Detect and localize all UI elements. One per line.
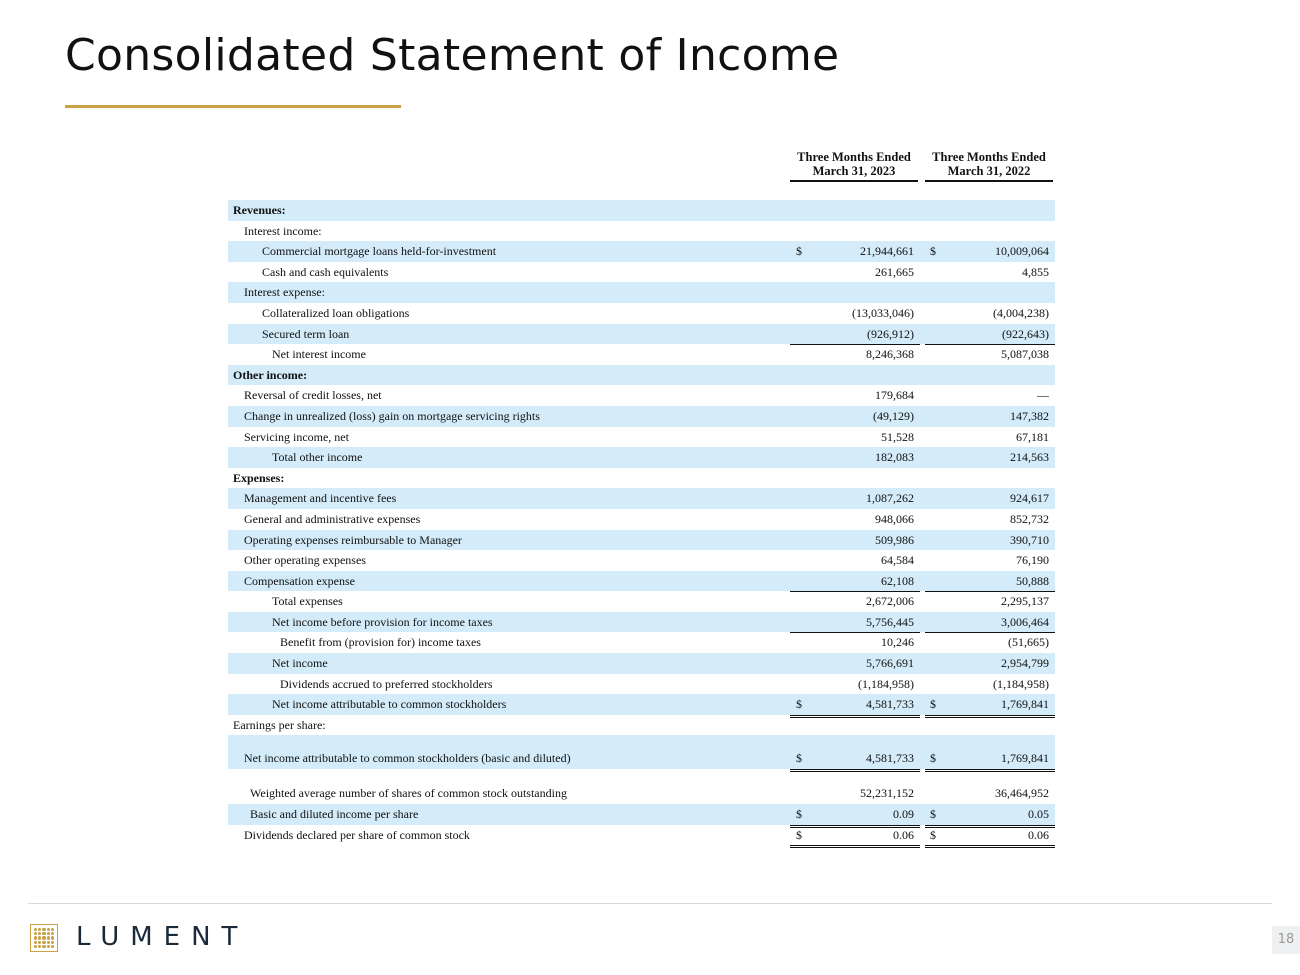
value-2022: 5,087,038	[1001, 347, 1049, 362]
row-label: Interest income:	[244, 223, 322, 238]
column-header-line: March 31, 2023	[812, 164, 896, 178]
income-statement-table	[228, 148, 1055, 845]
column-header-2022	[925, 150, 1053, 178]
currency-symbol: $	[930, 244, 936, 259]
table-row	[228, 241, 1055, 262]
table-row	[228, 385, 1055, 406]
table-row	[228, 365, 1055, 386]
value-2023: (926,912)	[867, 326, 914, 341]
footer-divider	[28, 903, 1272, 904]
row-label: Dividends declared per share of common stock	[244, 827, 470, 842]
table-row	[228, 406, 1055, 427]
table-row	[228, 468, 1055, 489]
row-label: Net income before provision for income taxes	[272, 614, 493, 629]
row-label: Dividends accrued to preferred stockholders	[280, 676, 493, 691]
row-label: Net income	[272, 656, 328, 671]
value-2022: 10,009,064	[995, 244, 1049, 259]
table-row	[228, 783, 1055, 804]
column-header-line: March 31, 2022	[947, 164, 1031, 178]
table-row	[228, 488, 1055, 509]
value-2022: 852,732	[1010, 511, 1049, 526]
value-2022: 50,888	[1016, 573, 1049, 588]
table-row	[228, 825, 1055, 846]
table-row	[228, 509, 1055, 530]
table-row	[228, 674, 1055, 695]
value-2023: (49,129)	[873, 408, 914, 423]
table-row	[228, 427, 1055, 448]
row-label: Basic and diluted income per share	[250, 807, 419, 822]
value-2023: 4,581,733	[866, 751, 914, 766]
table-row	[228, 632, 1055, 653]
table-row	[228, 694, 1055, 715]
row-label: Net income attributable to common stockholders (basic and diluted)	[244, 751, 571, 766]
table-row	[228, 303, 1055, 324]
row-spacer	[228, 769, 1055, 783]
value-2023: (13,033,046)	[852, 305, 914, 320]
table-row	[228, 591, 1055, 612]
currency-symbol: $	[796, 697, 802, 712]
value-2022: 1,769,841	[1001, 697, 1049, 712]
table-row	[228, 344, 1055, 365]
value-2022: 0.05	[1028, 807, 1049, 822]
page-title: Consolidated Statement of Income	[65, 30, 840, 81]
table-row	[228, 282, 1055, 303]
value-2022: —	[1037, 388, 1049, 403]
value-2023: 4,581,733	[866, 697, 914, 712]
value-2022: 2,954,799	[1001, 656, 1049, 671]
value-2023: 1,087,262	[866, 491, 914, 506]
value-2022: (4,004,238)	[993, 305, 1049, 320]
table-row	[228, 447, 1055, 468]
value-2023: 5,756,445	[866, 614, 914, 629]
row-label: Net income attributable to common stockholders	[272, 697, 507, 712]
currency-symbol: $	[930, 697, 936, 712]
row-label: Collateralized loan obligations	[262, 305, 410, 320]
row-label: Operating expenses reimbursable to Manager	[244, 532, 462, 547]
table-header	[228, 148, 1055, 196]
currency-symbol: $	[796, 751, 802, 766]
lument-logo-icon	[30, 924, 58, 952]
table-row	[228, 221, 1055, 242]
row-label: Total expenses	[272, 594, 343, 609]
value-2022: 36,464,952	[995, 786, 1049, 801]
title-underline	[65, 105, 401, 108]
value-2022: 1,769,841	[1001, 751, 1049, 766]
row-label: Net interest income	[272, 347, 366, 362]
value-2022: 390,710	[1010, 532, 1049, 547]
table-row	[228, 612, 1055, 633]
table-row	[228, 571, 1055, 592]
row-label: Cash and cash equivalents	[262, 264, 389, 279]
value-2023: 948,066	[875, 511, 914, 526]
value-2023: 51,528	[881, 429, 914, 444]
row-label: Commercial mortgage loans held-for-investment	[262, 244, 497, 259]
row-label: Interest expense:	[244, 285, 325, 300]
column-header-line: Three Months Ended	[797, 150, 911, 164]
value-2022: 67,181	[1016, 429, 1049, 444]
row-label: Total other income	[272, 450, 363, 465]
table-row	[228, 530, 1055, 551]
value-2022: 147,382	[1010, 408, 1049, 423]
value-2022: 214,563	[1010, 450, 1049, 465]
value-2023: 21,944,661	[860, 244, 914, 259]
value-2022: 3,006,464	[1001, 614, 1049, 629]
row-label: Benefit from (provision for) income taxes	[280, 635, 481, 650]
table-row	[228, 324, 1055, 345]
value-2023: 62,108	[881, 573, 914, 588]
value-2022: 76,190	[1016, 553, 1049, 568]
currency-symbol: $	[930, 751, 936, 766]
value-2023: 261,665	[875, 264, 914, 279]
table-row	[228, 715, 1055, 736]
row-label: Expenses:	[233, 470, 285, 485]
table-row	[228, 200, 1055, 221]
value-2022: 4,855	[1022, 264, 1049, 279]
value-2022: (922,643)	[1002, 326, 1049, 341]
table-row	[228, 550, 1055, 571]
brand-wordmark: LUMENT	[76, 922, 249, 952]
statement-rows	[228, 200, 1055, 845]
value-2023: 10,246	[881, 635, 914, 650]
value-2023: 509,986	[875, 532, 914, 547]
value-2022: (51,665)	[1008, 635, 1049, 650]
currency-symbol: $	[930, 807, 936, 822]
column-header-line: Three Months Ended	[932, 150, 1046, 164]
value-2023: 52,231,152	[860, 786, 914, 801]
value-2022: 0.06	[1028, 827, 1049, 842]
row-label: Management and incentive fees	[244, 491, 397, 506]
row-label: Revenues:	[233, 203, 286, 217]
column-header-2023	[790, 150, 918, 178]
value-2023: (1,184,958)	[858, 676, 914, 691]
value-2023: 5,766,691	[866, 656, 914, 671]
value-2023: 8,246,368	[866, 347, 914, 362]
table-row	[228, 804, 1055, 825]
row-label: Other operating expenses	[244, 553, 366, 568]
value-2022: 2,295,137	[1001, 594, 1049, 609]
row-label: Secured term loan	[262, 326, 350, 341]
table-row	[228, 653, 1055, 674]
value-2022: 924,617	[1010, 491, 1049, 506]
row-label: Other income:	[233, 367, 308, 382]
currency-symbol: $	[796, 244, 802, 259]
value-2023: 0.06	[893, 827, 914, 842]
row-label: Reversal of credit losses, net	[244, 388, 382, 403]
value-2023: 64,584	[881, 553, 914, 568]
value-2023: 182,083	[875, 450, 914, 465]
table-row	[228, 262, 1055, 283]
page-number: 18	[1272, 926, 1300, 954]
currency-symbol: $	[796, 807, 802, 822]
row-label: General and administrative expenses	[244, 511, 421, 526]
value-2022: (1,184,958)	[993, 676, 1049, 691]
currency-symbol: $	[930, 827, 936, 842]
table-row	[228, 735, 1055, 769]
value-2023: 0.09	[893, 807, 914, 822]
row-label: Compensation expense	[244, 573, 355, 588]
row-label: Servicing income, net	[244, 429, 349, 444]
value-2023: 179,684	[875, 388, 914, 403]
row-label: Earnings per share:	[233, 717, 326, 732]
row-label: Weighted average number of shares of common stock outstanding	[250, 786, 567, 801]
currency-symbol: $	[796, 827, 802, 842]
value-2023: 2,672,006	[866, 594, 914, 609]
row-label: Change in unrealized (loss) gain on mortgage servicing rights	[244, 408, 540, 423]
